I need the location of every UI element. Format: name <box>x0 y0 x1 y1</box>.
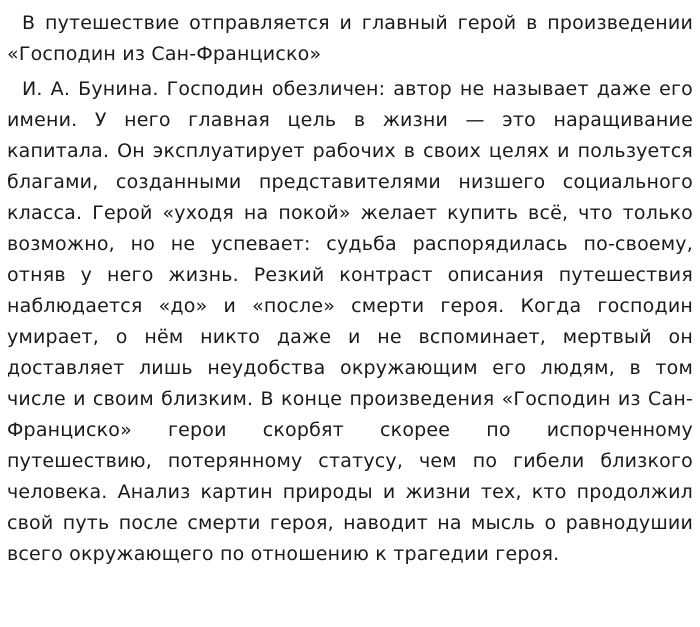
paragraph-intro: В путешествие отправляется и главный герой в произведении «Господин из Сан-Франциско» <box>7 12 693 65</box>
document-body <box>7 8 693 570</box>
paragraph-main: И. А. Бунина. Господин обезличен: автор не называет даже его имени. У него главная цель в жизни — это наращивание капитала. Он эксплуатирует рабочих в своих целях и пользуется благами, созданными представителями низшего социального класса. Герой «уходя на покой» желает купить всё, что только возможно, но не успевает: судьба распорядилась по-своему, отняв у него жизнь. Резкий контраст описания путешествия наблюдается «до» и «после» смерти героя. Когда господин умирает, о нём никто даже и не вспоминает, мертвый он доставляет лишь неудобства окружающим его людям, в том числе и своим близким. В конце произведения «Господин из Сан-Франциско» герои скорбят скорее по испорченному путешествию, потерянному статусу, чем по гибели близкого человека. Анализ картин природы и жизни тех, кто продолжил свой путь после смерти героя, наводит на мысль о равнодушии всего окружающего по отношению к трагедии героя. <box>7 78 693 565</box>
